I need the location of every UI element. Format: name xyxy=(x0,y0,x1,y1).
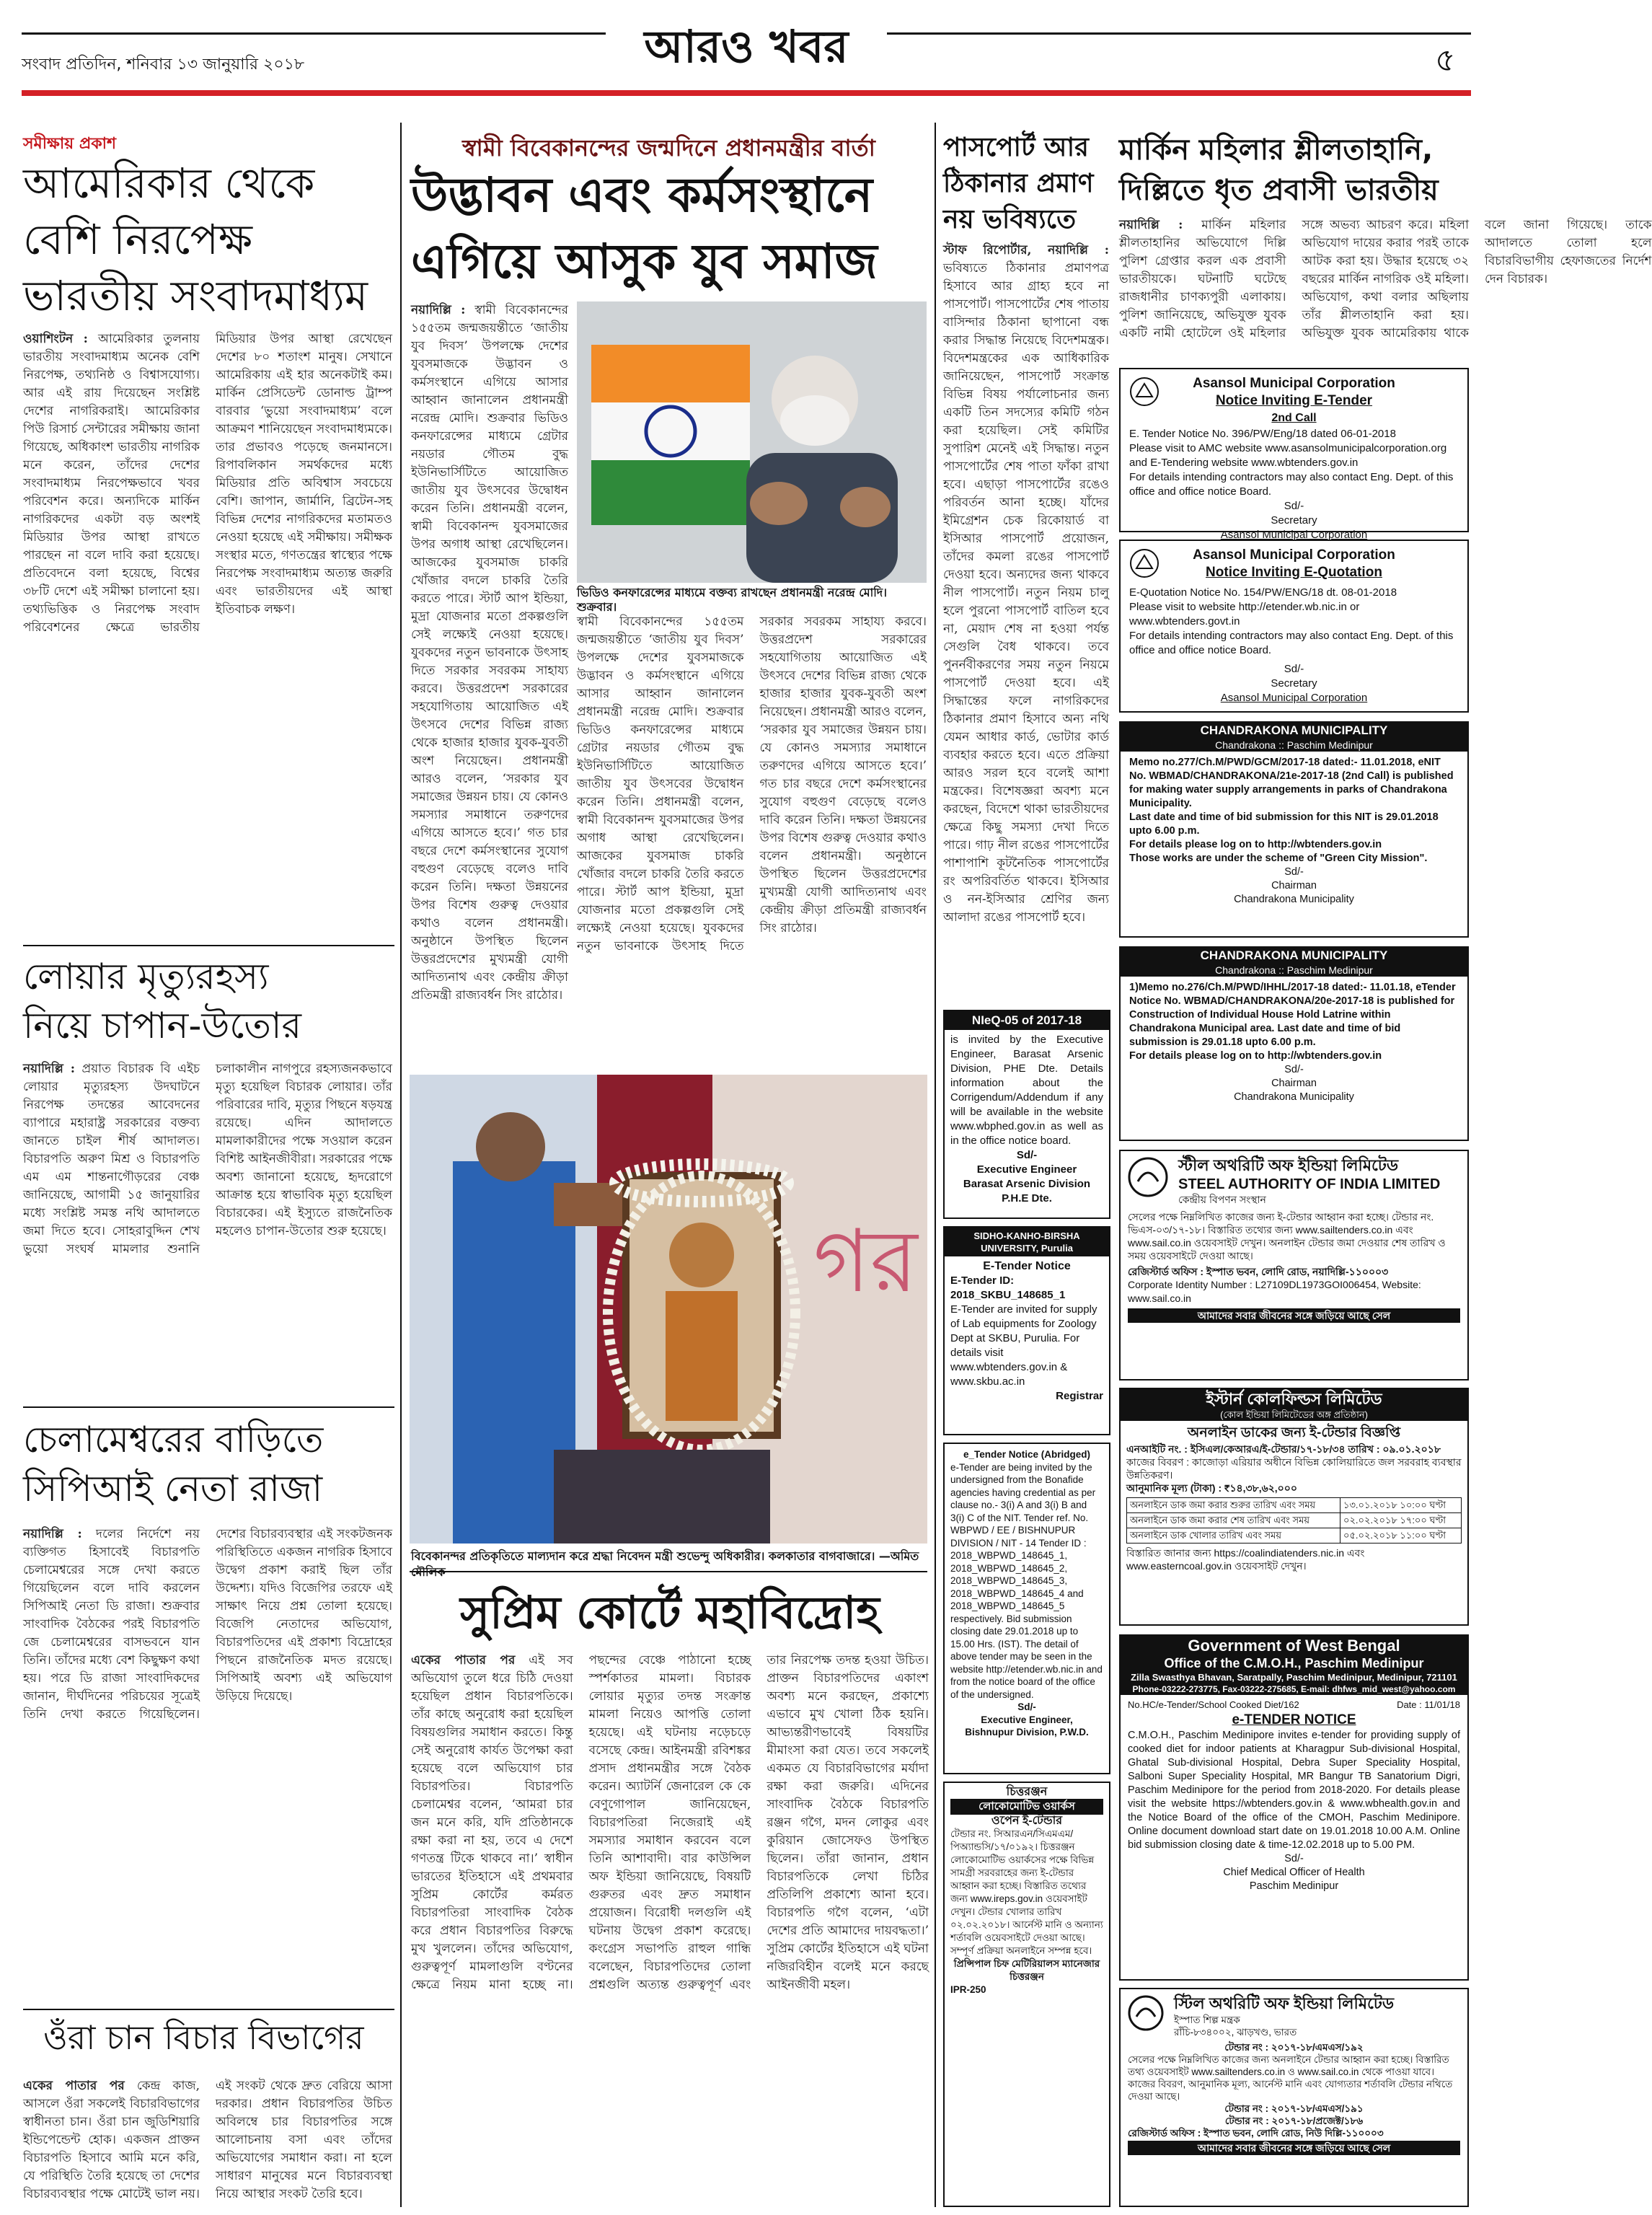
ad-sail2-office: রেজিস্টার্ড অফিস : ইস্পাত ভবন, লোদি রোড, নিউ দিল্লি-১১০০০৩ xyxy=(1128,2128,1384,2139)
divider xyxy=(23,2009,394,2010)
harassment-byline: নয়াদিল্লি : xyxy=(1119,218,1183,232)
ad-sail2-sub: ইস্পাত শিল্প মন্ত্রক xyxy=(1174,2014,1240,2025)
ad-asansol1-org: Asansol Municipal Corporation xyxy=(1193,376,1395,391)
ad-sail2-ref3: টেন্ডার নং : ২০১৭-১৮/প্রজেক্ট/১৮৬ xyxy=(1224,2115,1364,2126)
masthead-rule-left xyxy=(22,32,606,35)
story2-body xyxy=(23,1060,392,1399)
ad-coal-line3: আনুমানিক মূল্য (টাকা) : ₹১৪,৩৮,৬২,০০০ xyxy=(1126,1482,1297,1494)
ad-asansol2-org: Asansol Municipal Corporation xyxy=(1193,547,1395,563)
ad-asansol1-sign3: Asansol Municipal Corporation xyxy=(1220,529,1368,541)
ad-wb-memo: No.HC/e-Tender/School Cooked Diet/162 xyxy=(1128,1699,1299,1710)
ad-asansol1-line3: and E-Tendering website www.wbtenders.gov.in xyxy=(1129,457,1359,469)
ad-sail2-ref1: টেন্ডার নং : ২০১৭-১৮/এমএস/১৯২ xyxy=(1224,2042,1364,2053)
harassment-text: মার্কিন মহিলার শ্লীলতাহানির অভিযোগে দিল্লি পুলিশ গ্রেপ্তার করল এক প্রবাসী ভারতীয়কে। ঘটনাটি ঘটেছে রাজধানীর চাণক্যপুরী এলাকায়। পুলিশ জানিয়েছে, অভিযুক্ত যুবক একটি নামী হোটেলে ওই মহিলার সঙ্গে অভব্য আচরণ করে। মহিলা অভিযোগ দায়ের করার পরই তাকে আটক করা হয়। উদ্ধার হয়েছে ৩২ বছরের মার্কিন নাগরিক ওই মহিলা। অভিযোগ, কথা বলার অছিলায় তাঁর শ্লীলতাহানি করা হয়। অভিযুক্ত যুবক আমেরিকায় থাকে বলে জানা গিয়েছে। তাকে আদালতে তোলা হলে বিচারবিভাগীয় হেফাজতের নির্দেশ দেন বিচারক। xyxy=(1119,218,1652,340)
table-row: অনলাইনে ডাক জমা করার শেষ তারিখ এবং সময় ০২.০২.২০১৮ ১৭:০০ ঘণ্টা xyxy=(1127,1513,1462,1528)
harassment-headline xyxy=(1119,130,1469,211)
ad-sail-2 xyxy=(1119,1988,1469,2207)
ad-skbu xyxy=(943,1226,1110,1435)
ad-sail-1 xyxy=(1119,1150,1469,1380)
ad-skbu-title: E-Tender Notice xyxy=(983,1260,1071,1272)
story3-body xyxy=(23,1525,392,2002)
story2-byline: নয়াদিল্লি : xyxy=(23,1062,76,1076)
ad-skbu-sign: Registrar xyxy=(1056,1390,1103,1402)
ad-skbu-bar: SIDHO-KANHO-BIRSHA UNIVERSITY, Purulia xyxy=(945,1228,1109,1256)
modi-byline: নয়াদিল্লি : xyxy=(411,303,466,317)
ad-sail2-title: স্টিল অথরিটি অফ ইন্ডিয়া লিমিটেড xyxy=(1174,1994,1395,2012)
ad-coal-line2: কাজের বিবরণ : কাজোড়া এরিয়ার অধীনে বিভিন্ন কোলিয়ারিতে জল সরবরাহ ব্যবস্থার উন্নতিকরণ। xyxy=(1126,1456,1462,1481)
ad-nieq-title: NIeQ-05 of 2017-18 xyxy=(945,1011,1109,1030)
ad-rail-body: টেন্ডার নং. সিআরএন/সিএমএম/পিঅ্যান্ডসি/১৭/০১৯২। চিত্তরঞ্জন লোকোমোটিভ ওয়ার্কসের পক্ষে বিভিন্ন সামগ্রী সরবরাহের জন্য ই-টেন্ডার আহ্বান করা হচ্ছে। বিস্তারিত তথ্যের জন্য www.ireps.gov.in ওয়েবসাইট দেখুন। টেন্ডার খোলার তারিখ ০২.০২.২০১৮। আর্নেস্ট মানি ও অন্যান্য শর্তাবলি ওয়েবসাইটে দেওয়া আছে। সম্পূর্ণ প্রক্রিয়া অনলাইনে সম্পন্ন হবে। xyxy=(950,1828,1103,1956)
harassment-body xyxy=(1119,216,1652,357)
vivekananda-caption: বিবেকানন্দর প্রতিকৃতিতে মাল্যদান করে শ্রদ্ধা নিবেদন মন্ত্রী শুভেন্দু অধিকারীর। কলকাতার বাগবাজারে। —অমিত xyxy=(411,1549,919,1563)
ad-chandra1-line4: Those works are under the scheme of "Green City Mission". xyxy=(1129,853,1428,864)
ad-nieq-sign4: P.H.E Dte. xyxy=(1002,1192,1052,1205)
ad-asansol1-sign1: Sd/- xyxy=(1284,500,1304,512)
divider xyxy=(410,1571,927,1572)
passport-headline-line1: পাসপোর্ট আর xyxy=(943,133,1089,162)
ad-wb-title1: Government of West Bengal xyxy=(1121,1636,1467,1655)
ad-bishnupur-sign3: Bishnupur Division, P.W.D. xyxy=(965,1727,1089,1738)
ad-coal-table xyxy=(1126,1497,1462,1544)
story4-text: কেন্দ্র কাজ, আসলে ওঁরা সকলেই বিচারবিভাগের স্বাধীনতা চান। ওঁরা চান জুডিশিয়ারি ইন্ডিপেন্ডেন্ট হোক। একজন প্রাক্তন বিচারপতি হিসাবে আমি মনে করি, যে পরিস্থিতি তৈরি হয়েছে তা দেশের বিচারব্যবস্থার পক্ষে মোটেই ভাল নয়। এই সংকট থেকে দ্রুত বেরিয়ে আসা দরকার। প্রধান বিচারপতির উচিত অবিলম্বে চার বিচারপতির সঙ্গে আলোচনায় বসা এবং তাঁদের অভিযোগের সমাধান করা। না হলে সাধারণ মানুষের মনে বিচারব্যবস্থা নিয়ে আস্থার সংকট তৈরি হবে। xyxy=(23,2079,392,2201)
ad-rail-head: ওপেন ই-টেন্ডার xyxy=(991,1815,1063,1827)
ad-asansol-etender xyxy=(1119,368,1469,541)
passport-headline xyxy=(943,130,1109,238)
story3-headline xyxy=(23,1415,323,1513)
modi-headline-line2: এগিয়ে আসুক যুব সমাজ xyxy=(411,234,878,289)
modi-text: স্বামী বিবেকানন্দের ১৫৫তম জন্মজয়ন্তীতে ‘জাতীয় যুব দিবস’ উপলক্ষে দেশের যুবসমাজকে উদ্ভাবন ও কর্মসংস্থানে এগিয়ে আসার আহ্বান জানালেন প্রধানমন্ত্রী নরেন্দ্র মোদি। শুক্রবার ভিডিও কনফারেন্সের মাধ্যমে গ্রেটার নয়ডার গৌতম বুদ্ধ ইউনিভার্সিটিতে আয়োজিত জাতীয় যুব উৎসবের উদ্বোধন করেন তিনি। প্রধানমন্ত্রী বলেন, স্বামী বিবেকানন্দ যুবসমাজের উপর অগাধ আস্থা রেখেছিলেন। আজকের যুবসমাজ চাকরি খোঁজার বদলে চাকরি তৈরি করতে পারে। স্টার্ট আপ ইন্ডিয়া, মুদ্রা যোজনার মতো প্রকল্পগুলি সেই লক্ষ্যেই নেওয়া হয়েছে। যুবকদের নতুন ভাবনাকে উৎসাহ দিতে সরকার সবরকম সাহায্য করবে। উত্তরপ্রদেশ সরকারের সহযোগিতায় আয়োজিত এই উৎসবে দেশের বিভিন্ন রাজ্য থেকে হাজার হাজার যুবক-যুবতী অংশ নিয়েছেন। প্রধানমন্ত্রী আরও বলেন, ‘সরকার যুব সমাজের উন্নয়ন চায়। যে কোনও সমস্যার সমাধানে তরুণদের এগিয়ে আসতে হবে।’ গত চার বছরে দেশে কর্মসংস্থানের সুযোগ বহুগুণ বেড়েছে বলেও দাবি করেন তিনি। দক্ষতা উন্নয়নের উপর বিশেষ গুরুত্ব দেওয়ার কথাও বলেন প্রধানমন্ত্রী। অনুষ্ঠানে উপস্থিত ছিলেন উত্তরপ্রদেশের মুখ্যমন্ত্রী যোগী আদিত্যনাথ এবং কেন্দ্রীয় ক্রীড়া প্রতিমন্ত্রী রাজ্যবর্ধন সিং রাঠোর। xyxy=(411,303,568,1003)
ad-asansol2-sub1: Notice Inviting E-Quotation xyxy=(1206,565,1382,580)
ad-chandra1-sign1: Sd/- xyxy=(1284,866,1304,878)
story4-byline: একের পাতার পর xyxy=(23,2079,125,2093)
ad-sail2-motto: আমাদের সবার জীবনের সঙ্গে জড়িয়ে আছে সেল xyxy=(1128,2141,1460,2155)
ad-chandra1-sign3: Chandrakona Municipality xyxy=(1234,894,1354,905)
masthead-red-bar xyxy=(22,90,1471,96)
ad-asansol2-sign1: Sd/- xyxy=(1284,663,1304,675)
ad-sail2-body: সেলের পক্ষে নিম্নলিখিত কাজের জন্য অনলাইনে টেন্ডার আহ্বান করা হচ্ছে। বিস্তারিত তথ্য ওয়েবসাইট www.sailtenders.co.in ও www.sail.co.in থেকে পাওয়া যাবে। কাজের বিবরণ, আনুমানিক মূল্য, আর্নেস্ট মানি এবং যোগ্যতার শর্তাবলি টেন্ডার নথিতে দেওয়া আছে। xyxy=(1128,2054,1453,2102)
ad-nieq-sign1: Sd/- xyxy=(1016,1149,1038,1161)
supreme-body xyxy=(411,1652,929,2207)
ad-chandra1-sign2: Chairman xyxy=(1271,880,1317,891)
ad-sail1-body: সেলের পক্ষে নিম্নলিখিত কাজের জন্য ই-টেন্ডার আহ্বান করা হচ্ছে। টেন্ডার নং. ভিএস-০৩/১৭-১৮। বিস্তারিত তথ্যের জন্য www.sailtenders.co.in এবং www.sail.co.in ওয়েবসাইট দেখুন। অনলাইন টেন্ডার জমা দেওয়ার শেষ তারিখ ও সময় ওয়েবসাইটে দেওয়া আছে। xyxy=(1128,1211,1446,1261)
ad-coal-foot: বিস্তারিত জানার জন্য https://coalindiatenders.nic.in এবং www.easterncoal.gov.in ওয়েবসাইট দেখুন। xyxy=(1126,1547,1365,1572)
ad-asansol1-sub1: Notice Inviting E-Tender xyxy=(1215,393,1373,408)
ad-sail1-sub: কেন্দ্রীয় বিপণন সংস্থান xyxy=(1178,1194,1266,1205)
ad-coal-title: ইস্টার্ন কোলফিল্ডস লিমিটেড xyxy=(1121,1389,1467,1409)
amc-logo-icon xyxy=(1129,376,1160,407)
ad-rail-code: IPR-250 xyxy=(950,1984,986,1995)
ad-sail1-office: রেজিস্টার্ড অফিস : ইস্পাত ভবন, লোদি রোড, নয়াদিল্লি-১১০০০৩ xyxy=(1128,1266,1389,1277)
ad-asansol1-sign2: Secretary xyxy=(1271,514,1317,527)
vivekananda-photo xyxy=(410,1075,927,1544)
ad-chandra2-sign3: Chandrakona Municipality xyxy=(1234,1091,1354,1103)
ad-sail2-location: রাঁচি-৮৩৪০০২, ঝাড়খণ্ড, ভারত xyxy=(1174,2027,1297,2038)
modi-kicker: স্বামী বিবেকানন্দের জন্মদিনে প্রধানমন্ত্রীর বার্তা xyxy=(462,134,875,162)
divider xyxy=(23,945,394,946)
ad-sail1-title-bn: স্টীল অথরিটি অফ ইন্ডিয়া লিমিটেড xyxy=(1178,1156,1399,1174)
harassment-headline-line2: দিল্লিতে ধৃত প্রবাসী ভারতীয় xyxy=(1119,174,1439,207)
ad-wb-sign3: Paschim Medinipur xyxy=(1249,1880,1339,1892)
ad-chandrakona-2 xyxy=(1119,946,1469,1141)
ad-asansol1-line2: Please visit to AMC website www.asansolmunicipalcorporation.org xyxy=(1129,442,1447,454)
svg-text:গর: গর xyxy=(813,1212,918,1312)
column-rule xyxy=(935,123,936,2207)
ad-coal-head: অনলাইন ডাকের জন্য ই-টেন্ডার বিজ্ঞপ্তি xyxy=(1187,1425,1401,1440)
ad-rail-sub: লোকোমোটিভ ওয়ার্কস xyxy=(950,1799,1103,1815)
story1-byline: ওয়াশিংটন : xyxy=(23,332,88,346)
modi-headline xyxy=(411,162,927,295)
section-title: আরও খবর xyxy=(644,20,849,73)
ad-asansol1-line4: For details intending contractors may also contact Eng. Dept. of this office and office notice Board. xyxy=(1129,471,1454,498)
story2-text: প্রয়াত বিচারক বি এইচ লোয়ার মৃত্যুরহস্য উদঘাটনে নিরপেক্ষ তদন্তের আবেদনের ব্যাপারে মহারাষ্ট্র সরকারের বক্তব্য জানতে চাইল শীর্ষ আদালত। বিচারপতি অরুণ মিশ্র ও বিচারপতি এম এম শান্তনাগৌড়রের বেঞ্চ জানিয়েছে, আগামী ১৫ জানুয়ারির মধ্যে সংশ্লিষ্ট সমস্ত নথি আদালতে জমা দিতে হবে। সোহরাবুদ্দিন শেখ ভুয়ো সংঘর্ষ মামলার শুনানি চলাকালীন নাগপুরে রহস্যজনকভাবে মৃত্যু হয়েছিল বিচারক লোয়ার। তাঁর পরিবারের দাবি, মৃত্যুর পিছনে ষড়যন্ত্র রয়েছে। এদিন আদালতে মামলাকারীদের পক্ষে সওয়াল করেন বিশিষ্ট আইনজীবীরা। সরকারের পক্ষে অবশ্য জানানো হয়েছে, হৃদরোগে আক্রান্ত হয়ে স্বাভাবিক মৃত্যু হয়েছিল বিচারকের। এই ইস্যুতে রাজনৈতিক মহলেও চাপান-উতোর শুরু হয়েছে। xyxy=(23,1062,392,1256)
ad-asansol1-sub2: 2nd Call xyxy=(1271,412,1317,424)
ad-bishnupur xyxy=(943,1443,1110,1774)
story1-headline xyxy=(23,155,368,324)
ad-chittaranjan xyxy=(943,1782,1110,2207)
ad-asansol2-line1: E-Quotation Notice No. 154/PW/ENG/18 dt. 08-01-2018 xyxy=(1129,586,1397,599)
story2-headline-line1: লোয়ার মৃত্যুরহস্য xyxy=(23,956,269,998)
ad-sail1-motto: আমাদের সবার জীবনের সঙ্গে জড়িয়ে আছে সেল xyxy=(1128,1308,1460,1323)
ad-chandra1-line2: Last date and time of bid submission for this NIT is 29.01.2018 upto 6.00 p.m. xyxy=(1129,811,1439,837)
ad-chandra2-bar2: Chandrakona :: Paschim Medinipur xyxy=(1121,964,1467,977)
ad-asansol2-sign2: Secretary xyxy=(1271,677,1317,690)
story1-headline-line2: বেশি নিরপেক্ষ xyxy=(23,215,252,264)
ad-wb-date: Date : 11/01/18 xyxy=(1397,1699,1460,1710)
ad-chandra1-line1: Memo no.277/Ch.M/PWD/GCM/2017-18 dated:- 11.01.2018, eNIT No. WBMAD/CHANDRAKONA/21e-2017-18 (2nd Call) is published for making water supply arrangements in parks of Chandrakona Municipality. xyxy=(1129,757,1454,809)
ad-chandra2-line1: 1)Memo no.276/Ch.M/PWD/IHHL/2017-18 dated:- 11.01.18, eTender Notice No. WBMAD/CHANDRAKONA/20e-2017-18 is published for Construction of Individual House Hold Latrine within Chandrakona Municipal area. Last date and time of bid submission is 29.01.18 upto 6.00 p.m. xyxy=(1129,982,1456,1048)
harassment-headline-line1: মার্কিন মহিলার শ্লীলতাহানি, xyxy=(1119,133,1434,167)
ad-wb-body: C.M.O.H., Paschim Medinipore invites e-tender for providing supply of cooked diet for indoor patients at Kharagpur Sub-divisional Hospital, Ghatal Sub-divisional Hospital, Debra Super Speciality Hospital, Salboni Super Speciality Hospital, MR Bangur TB Sanatorium Digri, Paschim Medinipore for the period from 2018-2020. For details please visit the website https://wbtenders.gov.in & www.wbhealth.gov.in and the Notice Board of the office of the CMOH, Paschim Medinipore. Online document download start date on 19.01.2018 10.00 A.M. Online bid submission closing date & time-12.02.2018 up to 5.00 PM. xyxy=(1128,1730,1460,1851)
ad-wb-head: e-TENDER NOTICE xyxy=(1232,1712,1356,1727)
page-number: ৫ xyxy=(1435,42,1456,79)
passport-body xyxy=(943,242,1109,1006)
ad-chandra2-line2: For details please log on to http://wbtenders.gov.in xyxy=(1129,1050,1382,1062)
ad-chandra2-sign1: Sd/- xyxy=(1284,1064,1304,1075)
sail-logo-icon xyxy=(1128,1157,1168,1197)
modi-body-col1 xyxy=(411,301,568,1066)
story2-headline xyxy=(23,952,301,1050)
ad-bishnupur-sign2: Executive Engineer, xyxy=(981,1714,1073,1725)
passport-byline: স্টাফ রিপোর্টার, নয়াদিল্লি : xyxy=(943,243,1109,257)
ad-rail-sign1: প্রিন্সিপাল চিফ মেটিরিয়ালস ম্যানেজার xyxy=(953,1958,1100,1969)
ad-nieq-phed xyxy=(943,1010,1110,1219)
story3-byline: নয়াদিল্লি : xyxy=(23,1527,82,1541)
ad-coal-line1: এনআইটি নং. : ইসিএল/কেআরএ/ই-টেন্ডার/১৭-১৮/৩৪ তারিখ : ০৯.০১.২০১৮ xyxy=(1126,1443,1441,1455)
ad-chandra2-sign2: Chairman xyxy=(1271,1078,1317,1089)
ad-wb-sign1: Sd/- xyxy=(1284,1853,1304,1864)
modi-body-col2 xyxy=(577,613,927,1066)
passport-headline-line3: নয় ভবিষ্যতে xyxy=(943,205,1077,234)
story1-body xyxy=(23,330,392,936)
ad-coal-sub: (কোল ইন্ডিয়া লিমিটেডের অঙ্গ প্রতিষ্ঠান) xyxy=(1121,1409,1467,1421)
divider xyxy=(23,1406,394,1408)
vivekananda-photo-illustration xyxy=(410,1075,927,1544)
ad-chandra2-bar1: CHANDRAKONA MUNICIPALITY xyxy=(1121,948,1467,964)
passport-text: ভবিষ্যতে ঠিকানার প্রমাণপত্র হিসাবে আর গ্রাহ্য হবে না পাসপোর্ট। পাসপোর্টের শেষ পাতায় বাসিন্দার ঠিকানা ছাপানো বন্ধ করার সিদ্ধান্ত নিয়েছে বিদেশমন্ত্রক। বিদেশমন্ত্রকের এক আধিকারিক জানিয়েছেন, পাসপোর্ট সংক্রান্ত বিভিন্ন বিষয় পর্যালোচনার জন্য একটি তিন সদস্যের কমিটি গঠন করা হয়েছিল। সেই কমিটির সুপারিশ মেনেই এই সিদ্ধান্ত। নতুন পাসপোর্টের শেষ পাতা ফাঁকা রাখা হবে। এছাড়া পাসপোর্টের রঙেও পরিবর্তন আনা হচ্ছে। যাঁদের ইমিগ্রেশন চেক রিকোয়ার্ড বা ইসিআর পাসপোর্ট প্রয়োজন, তাঁদের কমলা রঙের পাসপোর্ট দেওয়া হবে। অন্যদের জন্য থাকবে নীল পাসপোর্ট। নতুন নিয়ম চালু হলে পুরনো পাসপোর্ট বাতিল হবে না, মেয়াদ শেষ না হওয়া পর্যন্ত সেগুলি বৈধ থাকবে। তবে পুনর্নবীকরণের সময় নতুন নিয়মে পাসপোর্ট দেওয়া হবে। এই সিদ্ধান্তের ফলে নাগরিকদের ঠিকানার প্রমাণ হিসাবে অন্য নথি যেমন আধার কার্ড, ভোটার কার্ড ব্যবহার করতে হবে। এতে প্রক্রিয়া আরও সরল হবে বলেই আশা মন্ত্রকের। বিশেষজ্ঞরা অবশ্য মনে করছেন, বিদেশে থাকা ভারতীয়দের ক্ষেত্রে কিছু সমস্যা দেখা দিতে পারে। গাঢ় নীল রঙের পাসপোর্টের পাশাপাশি কূটনৈতিক পাসপোর্টের রং অপরিবর্তিত থাকবে। ইসিআর ও নন-ইসিআর শ্রেণির জন্য আলাদা রঙের পাসপোর্ট হবে। xyxy=(943,261,1109,925)
modi-photo-caption: ভিডিও কনফারেন্সের মাধ্যমে বক্তব্য রাখছেন প্রধানমন্ত্রী নরেন্দ্র মোদি। শুক্রবার। xyxy=(577,586,887,614)
passport-headline-line2: ঠিকানার প্রমাণ xyxy=(943,169,1094,198)
modi-photo-illustration xyxy=(577,301,927,583)
table-row: অনলাইনে ডাক জমা করার শুরুর তারিখ এবং সময় ১৩.০১.২০১৮ ১০:০০ ঘণ্টা xyxy=(1127,1498,1462,1513)
ad-asansol2-sign3: Asansol Municipal Corporation xyxy=(1220,692,1368,704)
ad-sail1-cin: Corporate Identity Number : L27109DL1973GOI006454, Website: www.sail.co.in xyxy=(1128,1279,1421,1304)
supreme-headline: সুপ্রিম কোর্টে মহাবিদ্রোহ xyxy=(460,1586,880,1639)
ad-eastern-coalfields xyxy=(1119,1388,1469,1626)
ad-wb-address: Zilla Swasthya Bhavan, Saratpally, Paschim Medinipur, Medinipur, 721101 xyxy=(1121,1671,1467,1683)
story3-headline-line1: চেলামেশ্বরের বাড়িতে xyxy=(23,1419,324,1461)
ad-chandra1-bar2: Chandrakona :: Paschim Medinipur xyxy=(1121,739,1467,752)
story1-kicker: সমীক্ষায় প্রকাশ xyxy=(23,134,117,153)
ad-asansol1-line1: E. Tender Notice No. 396/PW/Eng/18 dated 06-01-2018 xyxy=(1129,428,1396,440)
modi-text-cont: স্বামী বিবেকানন্দের ১৫৫তম জন্মজয়ন্তীতে ‘জাতীয় যুব দিবস’ উপলক্ষে দেশের যুবসমাজকে উদ্ভাবন ও কর্মসংস্থানে এগিয়ে আসার আহ্বান জানালেন প্রধানমন্ত্রী নরেন্দ্র মোদি। শুক্রবার ভিডিও কনফারেন্সের মাধ্যমে গ্রেটার নয়ডার গৌতম বুদ্ধ ইউনিভার্সিটিতে আয়োজিত জাতীয় যুব উৎসবের উদ্বোধন করেন তিনি। প্রধানমন্ত্রী বলেন, স্বামী বিবেকানন্দ যুবসমাজের উপর অগাধ আস্থা রেখেছিলেন। আজকের যুবসমাজ চাকরি খোঁজার বদলে চাকরি তৈরি করতে পারে। স্টার্ট আপ ইন্ডিয়া, মুদ্রা যোজনার মতো প্রকল্পগুলি সেই লক্ষ্যেই নেওয়া হয়েছে। যুবকদের নতুন ভাবনাকে উৎসাহ দিতে সরকার সবরকম সাহায্য করবে। উত্তরপ্রদেশ সরকারের সহযোগিতায় আয়োজিত এই উৎসবে দেশের বিভিন্ন রাজ্য থেকে হাজার হাজার যুবক-যুবতী অংশ নিয়েছেন। প্রধানমন্ত্রী আরও বলেন, ‘সরকার যুব সমাজের উন্নয়ন চায়। যে কোনও সমস্যার সমাধানে তরুণদের এগিয়ে আসতে হবে।’ গত চার বছরে দেশে কর্মসংস্থানের সুযোগ বহুগুণ বেড়েছে বলেও দাবি করেন তিনি। দক্ষতা উন্নয়নের উপর বিশেষ গুরুত্ব দেওয়ার কথাও বলেন প্রধানমন্ত্রী। অনুষ্ঠানে উপস্থিত ছিলেন উত্তরপ্রদেশের মুখ্যমন্ত্রী যোগী আদিত্যনাথ এবং কেন্দ্রীয় ক্রীড়া প্রতিমন্ত্রী রাজ্যবর্ধন সিং রাঠোর। xyxy=(577,615,927,954)
ad-bishnupur-body: e-Tender are being invited by the undersigned from the Bonafide agencies having credential as per clause no.- 3(i) A and 3(i) B and 3(i) C of the NIT. Tender ref. No. WBPWD / EE / BISHNUPUR DIVISION / NIT - 14 Tender ID : 2018_WBPWD_148645_1, 2018_WBPWD_148645_2, 2018_WBPWD_148645_3, 2018_WBPWD_148645_4 and 2018_WBPWD_148645_5 respectively. Bid submission closing date 29.01.2018 up to 15.00 Hrs. (IST). The detail of above tender may be seen in the website http://etender.wb.nic.in and from the notice board of the office of the undersigned. xyxy=(950,1461,1103,1700)
table-row: অনলাইনে ডাক খোলার তারিখ এবং সময় ০৫.০২.২০১৮ ১১:০০ ঘণ্টা xyxy=(1127,1528,1462,1544)
story3-headline-line2: সিপিআই নেতা রাজা xyxy=(23,1468,323,1510)
ad-nieq-sign2: Executive Engineer xyxy=(976,1163,1077,1176)
ad-bishnupur-sign1: Sd/- xyxy=(1017,1701,1036,1712)
story3-text: দলের নির্দেশে নয় ব্যক্তিগত হিসাবেই বিচারপতি চেলামেশ্বরের সঙ্গে দেখা করতে গিয়েছিলেন বলে দাবি করলেন সিপিআই নেতা ডি রাজা। শুক্রবার সাংবাদিক বৈঠকের পরই বিচারপতি জে চেলামেশ্বরের বাসভবনে যান তিনি। তাঁদের মধ্যে বেশ কিছুক্ষণ কথা হয়। পরে ডি রাজা সাংবাদিকদের জানান, দীর্ঘদিনের পরিচয়ের সূত্রেই তিনি দেখা করতে গিয়েছিলেন। দেশের বিচারব্যবস্থার এই সংকটজনক পরিস্থিতিতে একজন নাগরিক হিসাবে উদ্বেগ প্রকাশ করাই ছিল তাঁর উদ্দেশ্য। যদিও বিজেপির তরফে এই সাক্ষাৎ নিয়ে প্রশ্ন তোলা হয়েছে। বিজেপি নেতাদের অভিযোগ, বিচারপতিদের এই প্রকাশ্য বিদ্রোহের পিছনে রাজনৈতিক মদত রয়েছে। সিপিআই অবশ্য এই অভিযোগ উড়িয়ে দিয়েছে। xyxy=(23,1527,392,1722)
story2-headline-line2: নিয়ে চাপান-উতোর xyxy=(23,1005,301,1047)
ad-asansol2-line3: For details intending contractors may also contact Eng. Dept. of this office and office notice Board. xyxy=(1129,630,1454,656)
amc-logo-icon xyxy=(1129,548,1160,578)
story4-headline: ওঁরা চান বিচার বিভাগের xyxy=(43,2018,364,2057)
ad-wb-contact: Phone-03222-273775, Fax-03222-275685, E-mail: dhfws_mid_west@yahoo.com xyxy=(1121,1683,1467,1695)
ad-govt-west-bengal xyxy=(1119,1634,1469,1981)
ad-skbu-tender-id: E-Tender ID: 2018_SKBU_148685_1 xyxy=(950,1274,1066,1301)
sail-logo-icon xyxy=(1128,1995,1164,2031)
ad-skbu-body: E-Tender are invited for supply of Lab equipments for Zoology Dept at SKBU, Purulia. For details visit www.wbtenders.gov.in & www.skbu.ac.in xyxy=(950,1303,1097,1388)
modi-headline-line1: উদ্ভাবন এবং কর্মসংস্থানে xyxy=(411,167,873,223)
ad-rail-sign2: চিত্তরঞ্জন xyxy=(1010,1971,1044,1982)
supreme-byline: একের পাতার পর xyxy=(411,1653,516,1668)
story1-headline-line1: আমেরিকার থেকে xyxy=(23,159,315,208)
ad-asansol-equotation xyxy=(1119,540,1469,713)
ad-sail2-ref2: টেন্ডার নং : ২০১৭-১৮/এমএস/১৯১ xyxy=(1224,2103,1364,2114)
ad-nieq-body: is invited by the Executive Engineer, Barasat Arsenic Division, PHE Dte. Details information about the Corrigendum/Addendum if any will be available in the website www.wbphed.gov.in as well as in the office notice board. xyxy=(950,1034,1103,1147)
supreme-text: এই সব অভিযোগ তুলে ধরে চিঠি দেওয়া হয়েছিল প্রধান বিচারপতিকে। তাঁর কাছে অনুরোধ করা হয়েছিল বিষয়গুলির সমাধান করতে। কিন্তু সেই অনুরোধ কার্যত উপেক্ষা করা হয়েছে বলে অভিযোগ চার বিচারপতির। বিচারপতি চেলামেশ্বর বলেন, ‘আমরা চার জন মনে করি, যদি প্রতিষ্ঠানকে রক্ষা করা না হয়, তবে এ দেশে গণতন্ত্র টিকে থাকবে না।’ স্বাধীন ভারতের ইতিহাসে এই প্রথমবার সুপ্রিম কোর্টের কর্মরত বিচারপতিরা সাংবাদিক বৈঠক করে প্রধান বিচারপতির বিরুদ্ধে মুখ খুললেন। তাঁদের অভিযোগ, গুরুত্বপূর্ণ মামলাগুলি বণ্টনের ক্ষেত্রে নিয়ম মানা হচ্ছে না। পছন্দের বেঞ্চে পাঠানো হচ্ছে স্পর্শকাতর মামলা। বিচারক লোয়ার মৃত্যুর তদন্ত সংক্রান্ত মামলা নিয়েও আপত্তি তোলা হয়েছে। এই ঘটনায় নড়েচড়ে বসেছে কেন্দ্র। আইনমন্ত্রী রবিশঙ্কর প্রসাদ প্রধানমন্ত্রীর সঙ্গে বৈঠক করেন। অ্যাটর্নি জেনারেল কে কে বেণুগোপাল জানিয়েছেন, বিচারপতিরা নিজেরাই এই সমস্যার সমাধান করবেন বলে তিনি আশাবাদী। বার কাউন্সিল অফ ইন্ডিয়া জানিয়েছে, বিষয়টি গুরুতর এবং দ্রুত সমাধান প্রয়োজন। বিরোধী দলগুলি এই ঘটনায় উদ্বেগ প্রকাশ করেছে। কংগ্রেস সভাপতি রাহুল গান্ধি বলেছেন, বিচারপতিদের তোলা প্রশ্নগুলি অত্যন্ত গুরুত্বপূর্ণ এবং তার নিরপেক্ষ তদন্ত হওয়া উচিত। প্রাক্তন বিচারপতিদের একাংশ অবশ্য মনে করছেন, প্রকাশ্যে এভাবে মুখ খোলা ঠিক হয়নি। আভ্যন্তরীণভাবেই বিষয়টির মীমাংসা করা যেত। তবে সকলেই একমত যে বিচারবিভাগের মর্যাদা রক্ষা করা জরুরি। এদিনের সাংবাদিক বৈঠকে বিচারপতি রঞ্জন গগৈ, মদন লোকুর এবং কুরিয়ান জোসেফও উপস্থিত ছিলেন। তাঁরা জানান, প্রধান বিচারপতিকে লেখা চিঠির প্রতিলিপি প্রকাশ্যে আনা হবে। বিচারপতি গগৈ বলেন, ‘এটা দেশের প্রতি আমাদের দায়বদ্ধতা।’ সুপ্রিম কোর্টের ইতিহাসে এই ঘটনা নজিরবিহীন বলেই মনে করছে আইনজীবী মহল। xyxy=(411,1653,929,1992)
column-rule xyxy=(400,123,402,2207)
ad-chandrakona-1 xyxy=(1119,721,1469,938)
ad-chandra1-bar1: CHANDRAKONA MUNICIPALITY xyxy=(1121,723,1467,739)
ad-sail1-title-en: STEEL AUTHORITY OF INDIA LIMITED xyxy=(1178,1176,1441,1192)
dateline: সংবাদ প্রতিদিন, শনিবার ১৩ জানুয়ারি ২০১৮ xyxy=(22,56,305,74)
ad-wb-title2: Office of the C.M.O.H., Paschim Medinipur xyxy=(1121,1655,1467,1671)
ad-nieq-sign3: Barasat Arsenic Division xyxy=(963,1178,1091,1190)
ad-asansol2-line2: Please visit to website http://etender.wb.nic.in or www.wbtenders.govt.in xyxy=(1129,601,1360,627)
story1-text: আমেরিকার তুলনায় ভারতীয় সংবাদমাধ্যম অনেক বেশি নিরপেক্ষ, তথ্যনিষ্ঠ ও বিশ্বাসযোগ্য। আর এই রায় দিয়েছেন সংশ্লিষ্ট দেশের নাগরিকরাই। আমেরিকার পিউ রিসার্চ সেন্টারের সমীক্ষায় জানা গিয়েছে, অধিকাংশ ভারতীয় নাগরিক মনে করেন, তাঁদের দেশের সংবাদমাধ্যম নিরপেক্ষভাবে খবর পরিবেশন করে। অন্যদিকে মার্কিন নাগরিকদের একটা বড় অংশই মিডিয়ার উপর আস্থা রাখতে পারছেন না বলে দাবি করা হয়েছে। প্রতিবেদনে বলা হয়েছে, বিশ্বের ৩৮টি দেশে এই সমীক্ষা চালানো হয়। তথ্যভিত্তিক ও নিরপেক্ষ সংবাদ পরিবেশনের ক্ষেত্রে ভারতীয় মিডিয়ার উপর আস্থা রেখেছেন দেশের ৮০ শতাংশ মানুষ। সেখানে আমেরিকায় এই হার অনেকটাই কম। মার্কিন প্রেসিডেন্ট ডোনাল্ড ট্রাম্প বারবার ‘ভুয়ো সংবাদমাধ্যম’ বলে আক্রমণ শানিয়েছেন সংবাদমাধ্যমকে। তার প্রভাবও পড়েছে জনমানসে। রিপাবলিকান সমর্থকদের মধ্যে মিডিয়ার প্রতি অবিশ্বাস সবচেয়ে বেশি। জাপান, জার্মানি, ব্রিটেন-সহ বিভিন্ন দেশের নাগরিকদের মতামতও নেওয়া হয়েছে এই সমীক্ষায়। সমীক্ষক সংস্থার মতে, গণতন্ত্রের স্বাস্থ্যের পক্ষে নিরপেক্ষ সংবাদমাধ্যম অত্যন্ত জরুরি এবং ভারতীয়দের এই আস্থা ইতিবাচক লক্ষণ। xyxy=(23,332,392,635)
modi-photo xyxy=(577,301,927,583)
ad-bishnupur-title: e_Tender Notice (Abridged) xyxy=(963,1449,1091,1460)
ad-wb-sign2: Chief Medical Officer of Health xyxy=(1223,1867,1365,1878)
ad-rail-title: চিত্তরঞ্জন xyxy=(1006,1786,1048,1798)
story4-body xyxy=(23,2077,392,2207)
story1-headline-line3: ভারতীয় সংবাদমাধ্যম xyxy=(23,271,368,320)
ad-chandra1-line3: For details please log on to http://wbtenders.gov.in xyxy=(1129,839,1382,850)
masthead-rule-right xyxy=(887,32,1471,35)
